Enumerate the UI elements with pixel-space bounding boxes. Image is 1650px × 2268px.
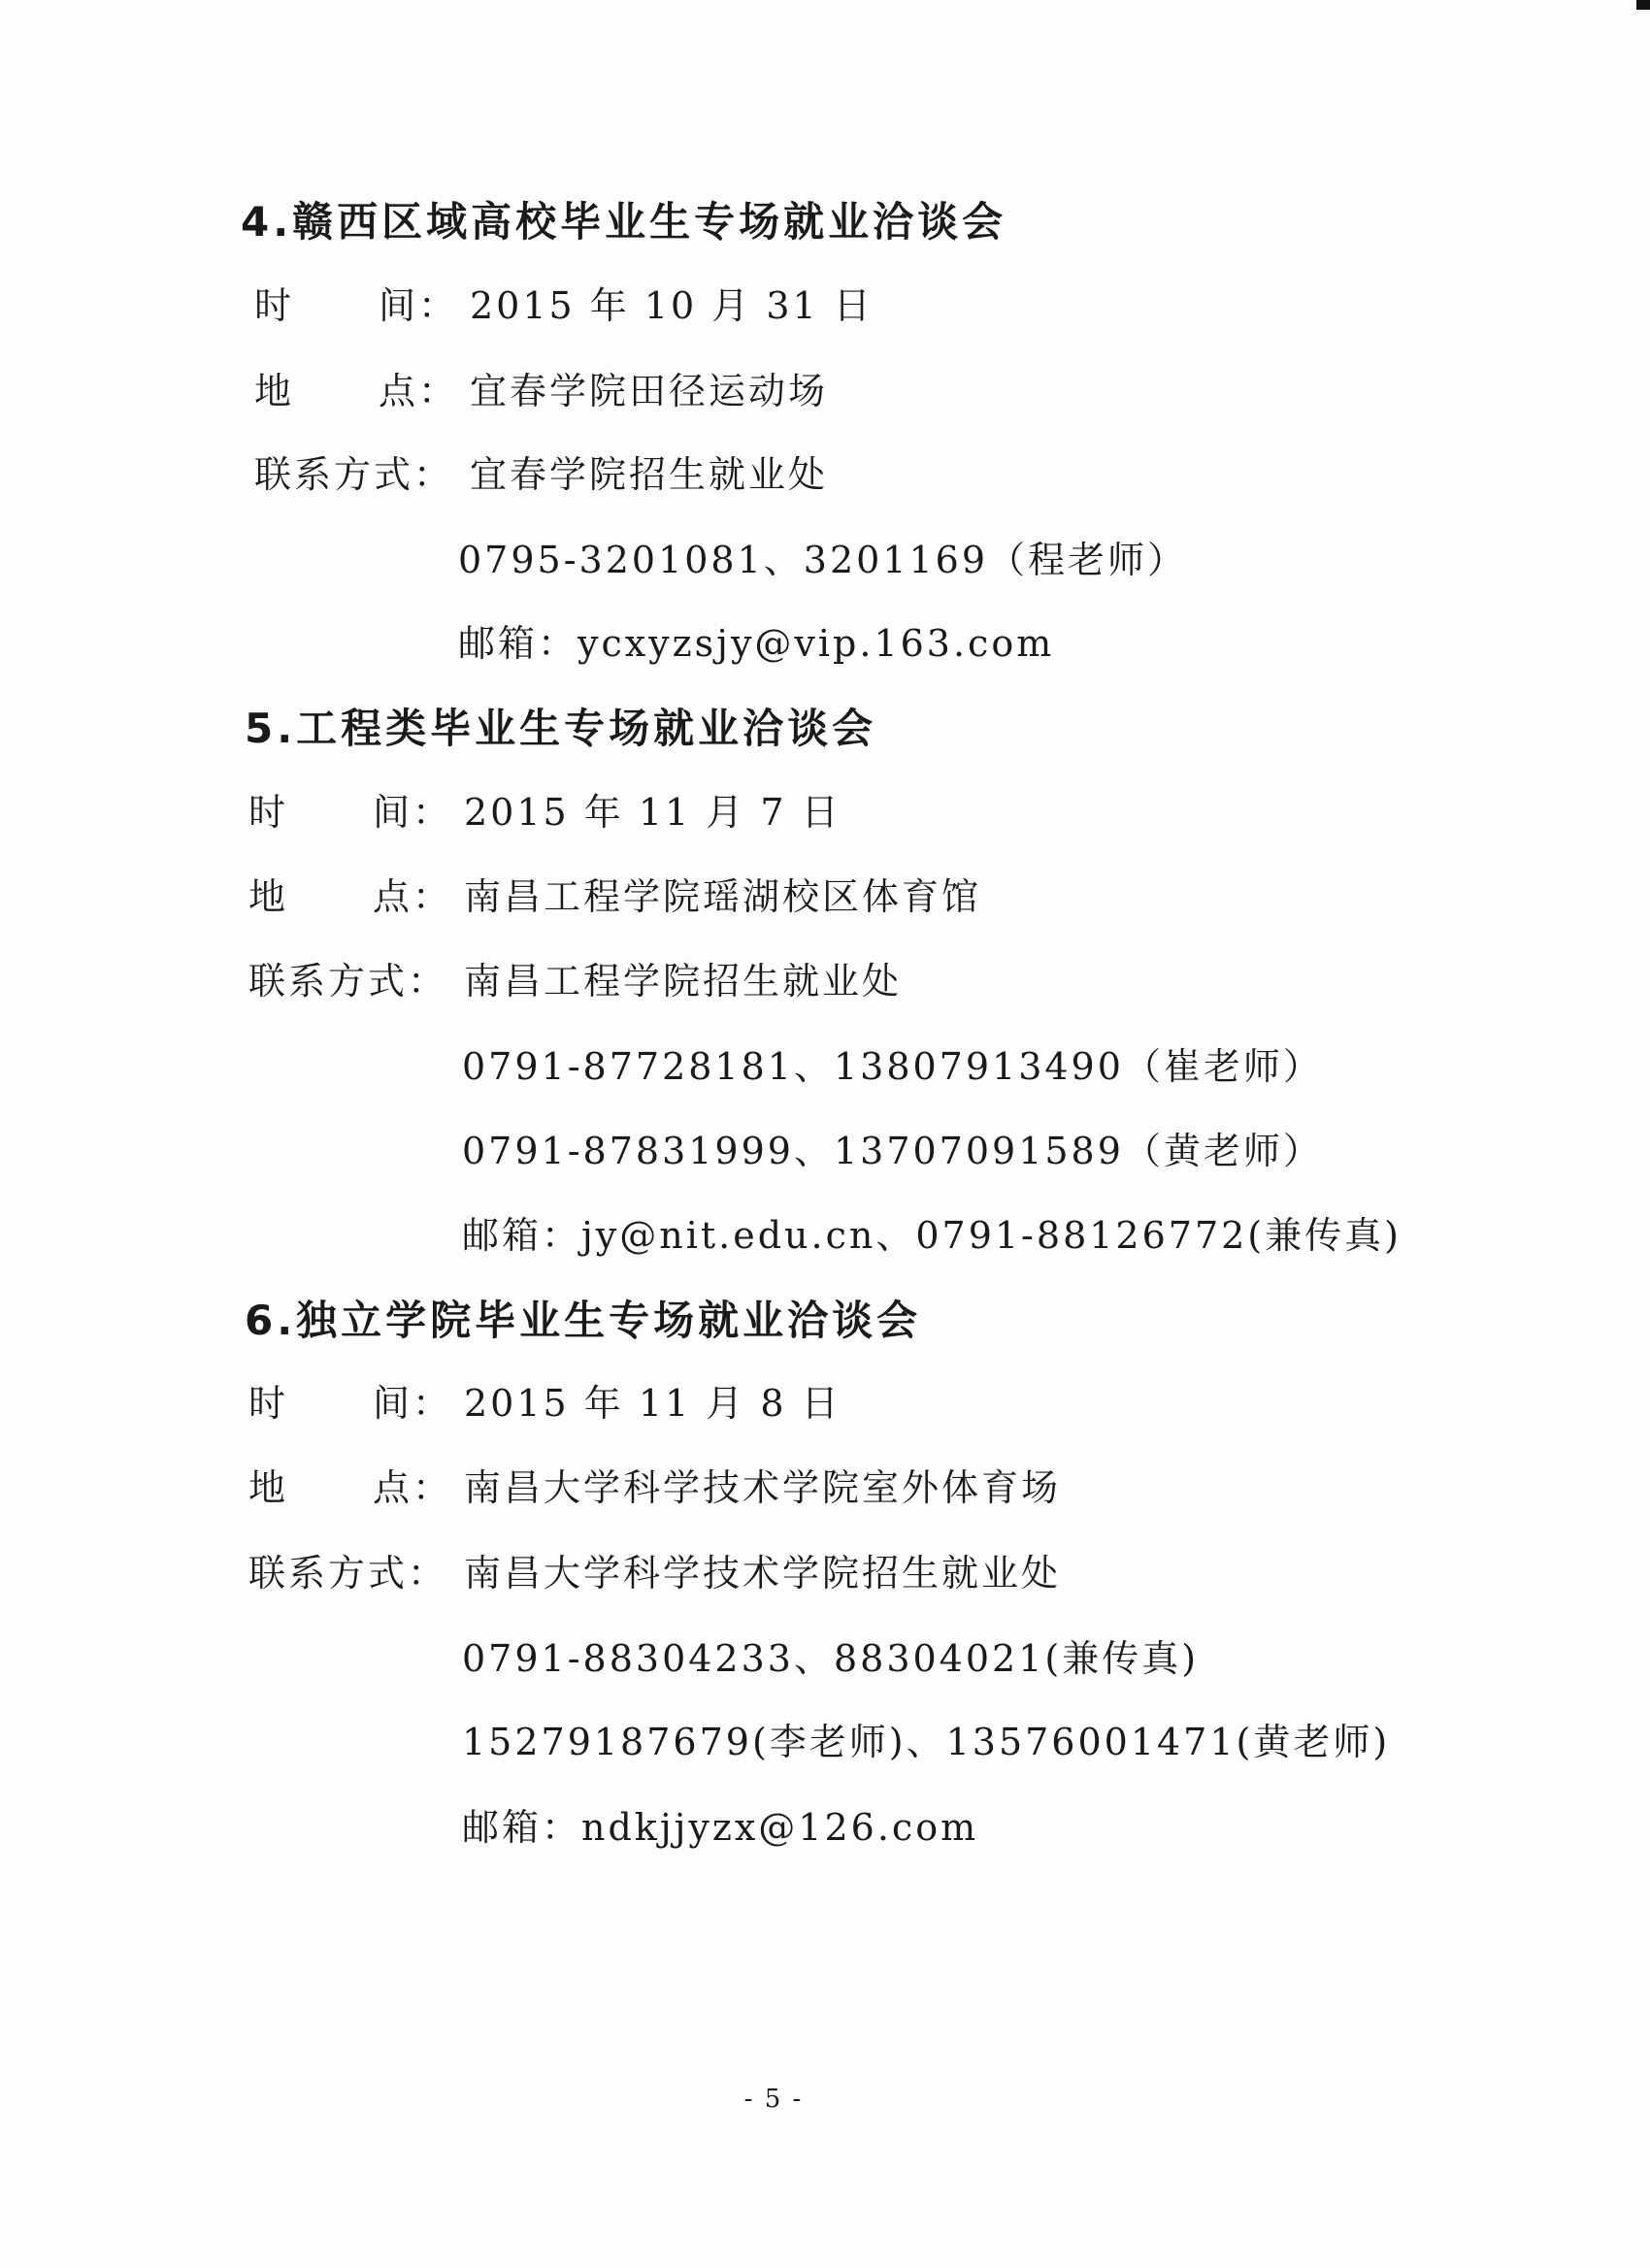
time-line: [254, 276, 874, 329]
contact-line: [248, 951, 902, 1004]
contact-phone-line: 0791-88304233、88304021(兼传真): [462, 1637, 1200, 1680]
contact-email-line: 邮箱：ycxyzsjy@vip.163.com: [458, 622, 1055, 665]
contact-value: 南昌工程学院招生就业处: [464, 960, 903, 1003]
place-line: [248, 1458, 1061, 1511]
contact-line: [254, 444, 828, 498]
place-line: [248, 867, 981, 920]
time-label: 时 间：: [248, 1382, 453, 1425]
contact-label: 联系方式：: [254, 453, 454, 496]
time-label: 时 间：: [254, 284, 459, 327]
contact-label: 联系方式：: [248, 1552, 448, 1594]
time-value: 2015 年 11 月 8 日: [464, 1382, 842, 1425]
time-value: 2015 年 11 月 7 日: [464, 791, 842, 834]
contact-value: 宜春学院招生就业处: [470, 453, 829, 496]
time-line: [248, 782, 842, 836]
place-value: 南昌工程学院瑶湖校区体育馆: [464, 875, 982, 918]
place-line: [254, 361, 828, 414]
place-label: 地 点：: [254, 370, 459, 412]
page-number: - 5 -: [743, 2085, 804, 2114]
place-value: 南昌大学科学技术学院室外体育场: [464, 1466, 1062, 1509]
contact-phone-line: 0791-87728181、13807913490（崔老师）: [462, 1045, 1323, 1088]
section-heading: 4.赣西区域高校毕业生专场就业洽谈会: [241, 198, 1007, 246]
contact-email-line: 邮箱：ndkjjyzx@126.com: [462, 1806, 979, 1849]
scan-edge-mark: [1636, 0, 1650, 10]
time-value: 2015 年 10 月 31 日: [470, 284, 874, 327]
contact-line: [248, 1543, 1061, 1596]
place-label: 地 点：: [248, 1466, 453, 1509]
contact-phone-line: 0795-3201081、3201169（程老师）: [458, 539, 1188, 581]
time-label: 时 间：: [248, 791, 453, 834]
contact-value: 南昌大学科学技术学院招生就业处: [464, 1552, 1062, 1594]
section-heading: 6.独立学院毕业生专场就业洽谈会: [245, 1297, 922, 1344]
place-label: 地 点：: [248, 875, 453, 918]
contact-label: 联系方式：: [248, 960, 448, 1003]
contact-email-line: 邮箱：jy@nit.edu.cn、0791-88126772(兼传真): [462, 1214, 1402, 1257]
contact-phone-line: 0791-87831999、13707091589（黄老师）: [462, 1130, 1323, 1172]
section-heading: 5.工程类毕业生专场就业洽谈会: [245, 705, 877, 752]
place-value: 宜春学院田径运动场: [470, 370, 829, 412]
time-line: [248, 1373, 842, 1427]
contact-phone-line: 15279187679(李老师)、13576001471(黄老师): [462, 1721, 1391, 1763]
